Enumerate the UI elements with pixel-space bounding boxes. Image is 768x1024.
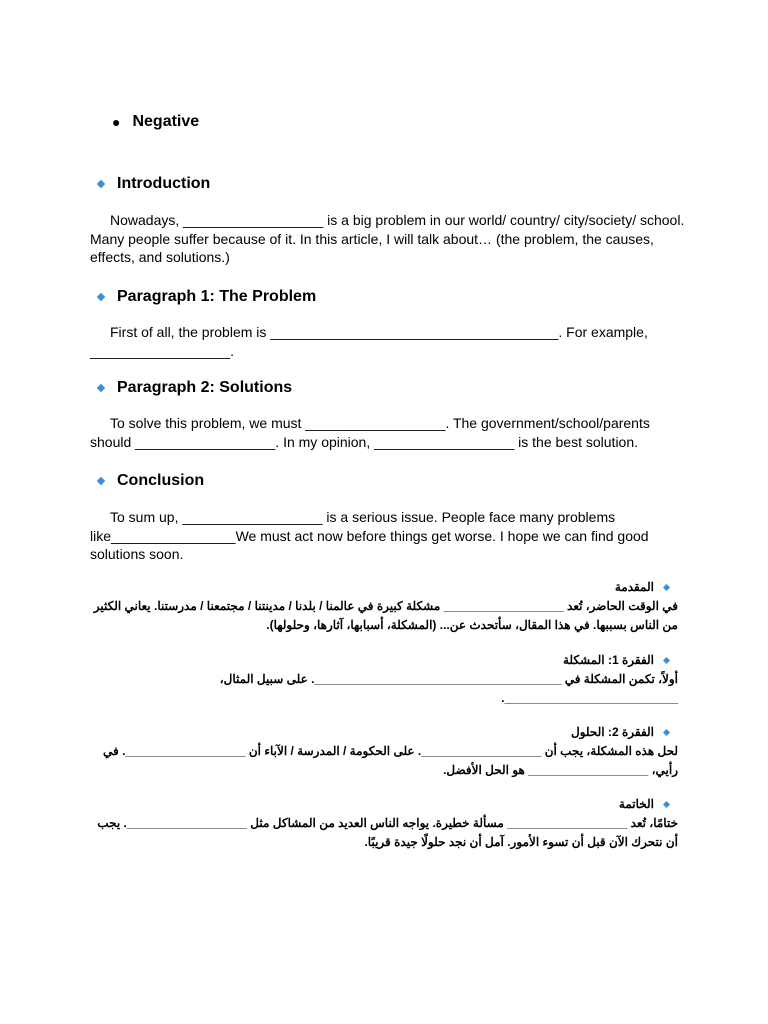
en-conclusion-text: To sum up, __________________ is a serious issue. People face many problems like________________We must act now before things get worse. I hope we can find good solutions soon. bbox=[90, 509, 649, 562]
blue-diamond-icon bbox=[97, 180, 105, 188]
blue-diamond-icon bbox=[97, 477, 105, 485]
ar-intro-heading bbox=[615, 579, 671, 595]
ar-p1-title: الفقرة 1: المشكلة bbox=[562, 653, 654, 667]
ar-p2-text: لحل هذه المشكلة، يجب أن __________________. على الحكومة / المدرسة / الآباء أن __________________. في رأيي، __________________ هو الحل الأفضل. bbox=[103, 744, 678, 777]
en-intro-text: Nowadays, __________________ is a big problem in our world/ country/ city/society/ school. Many people suffer because of it. In this article, I will talk about… (the problem, the causes, effects, and solutions.) bbox=[90, 212, 685, 265]
en-p1-title: Paragraph 1: The Problem bbox=[117, 288, 317, 305]
ar-intro-text: في الوقت الحاضر، تُعد __________________ مشكلة كبيرة في عالمنا / بلدنا / مدينتنا / مجتمعنا / مدرستنا. يعاني الكثير من الناس بسببها. في هذا المقال، سأتحدث عن... (المشكلة، أسبابها، آثارها، وحلولها). bbox=[93, 599, 678, 632]
ar-conclusion-title: الخاتمة bbox=[618, 797, 654, 811]
blue-diamond-icon bbox=[663, 656, 670, 663]
ar-p1-text: أولاً، تكمن المشكلة في _____________________________________. على سبيل المثال، __________________________. bbox=[219, 672, 678, 705]
en-conclusion-heading bbox=[96, 471, 204, 491]
bullet-dot-icon: ● bbox=[112, 114, 121, 130]
en-p2-text: To solve this problem, we must __________________. The government/school/parents should __________________. In my opinion, __________________ is the best solution. bbox=[90, 415, 650, 450]
ar-conclusion-heading bbox=[619, 796, 671, 812]
en-p2-title: Paragraph 2: Solutions bbox=[117, 379, 293, 396]
ar-p1-heading bbox=[563, 652, 671, 668]
en-p1-heading bbox=[96, 287, 316, 307]
blue-diamond-icon bbox=[97, 384, 105, 392]
blue-diamond-icon bbox=[97, 293, 105, 301]
ar-p2-title: الفقرة 2: الحلول bbox=[570, 725, 654, 739]
ar-conclusion-text: ختامًا، تُعد __________________ مسألة خطيرة. يواجه الناس العديد من المشاكل مثل __________________. يجب أن نتحرك الآن قبل أن تسوء الأمور. آمل أن نجد حلولًا جيدة قريبًا. bbox=[97, 816, 678, 849]
blue-diamond-icon bbox=[663, 728, 670, 735]
blue-diamond-icon bbox=[663, 583, 670, 590]
blue-diamond-icon bbox=[663, 800, 670, 807]
ar-p2-heading bbox=[571, 724, 671, 740]
ar-intro-title: المقدمة bbox=[614, 580, 654, 594]
en-p1-text: First of all, the problem is _____________________________________. For example, __________________. bbox=[90, 324, 648, 359]
en-p2-heading bbox=[96, 378, 292, 398]
en-intro-title: Introduction bbox=[117, 175, 211, 192]
main-heading bbox=[112, 112, 199, 132]
en-conclusion-title: Conclusion bbox=[117, 472, 205, 489]
en-intro-heading bbox=[96, 174, 210, 194]
main-heading-title: Negative bbox=[132, 113, 200, 130]
